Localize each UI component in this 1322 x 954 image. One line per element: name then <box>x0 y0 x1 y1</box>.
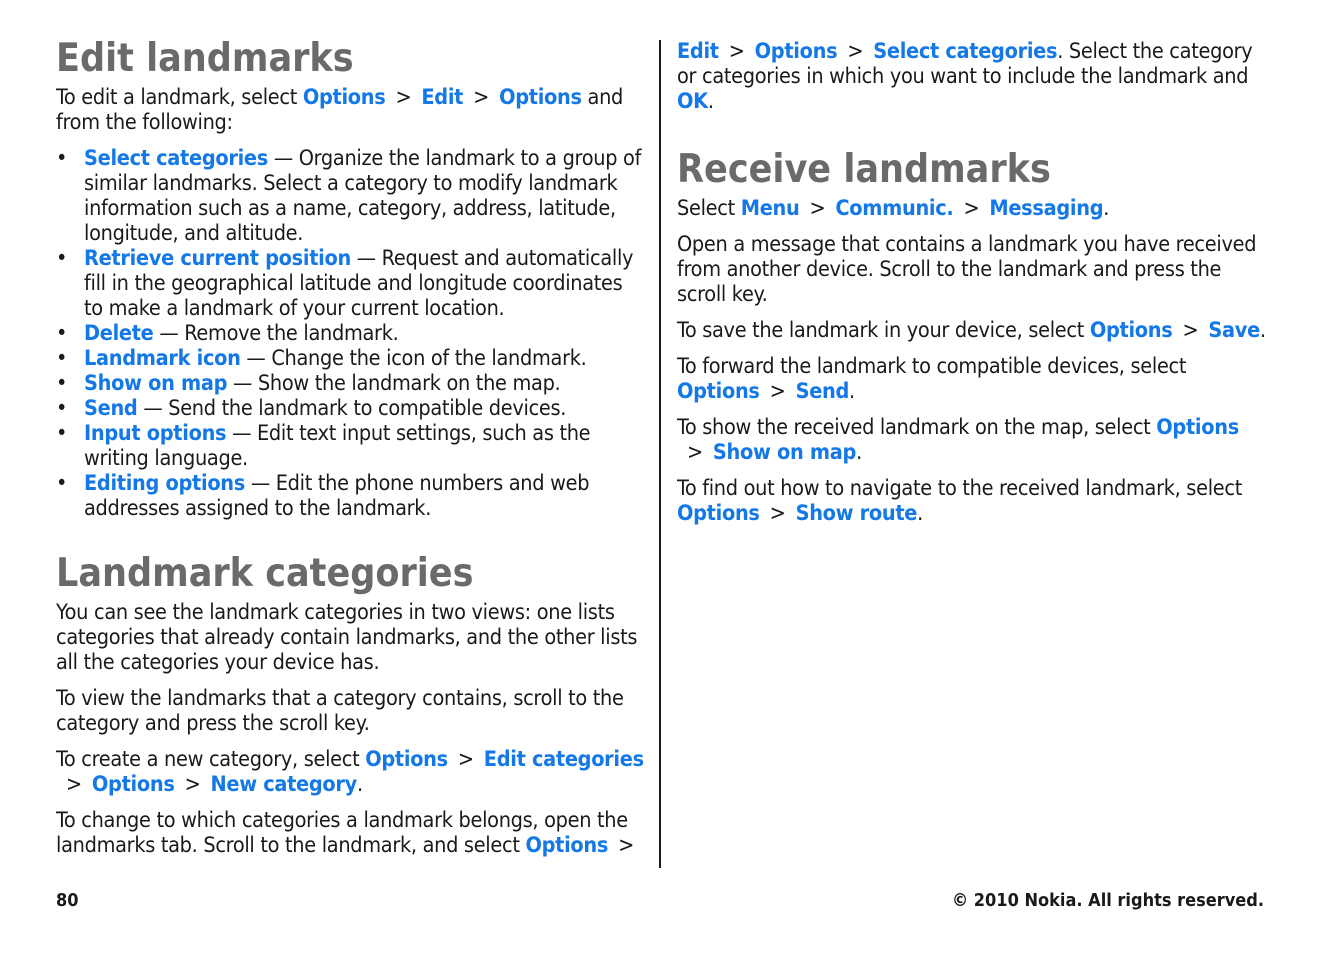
options-link[interactable]: Options <box>91 772 175 797</box>
receive-paragraph-1: Select Menu > Communic. > Messaging. <box>677 196 1110 221</box>
categories-paragraph-4-continued: Edit > Options > Select categories. Select the category or categories in which you want to include the landmark and OK. <box>677 39 1253 114</box>
options-link[interactable]: Options <box>677 379 760 404</box>
categories-paragraph-1: You can see the landmark categories in two views: one lists categories that already contain landmarks, and the other lists all the categories your device has. <box>56 600 638 675</box>
edit-categories-link[interactable]: Edit categories <box>483 747 644 772</box>
new-category-link[interactable]: New category <box>210 772 357 797</box>
options-link[interactable]: Options <box>1156 415 1239 440</box>
list-item: • Landmark icon — Change the icon of the landmark. <box>56 346 646 371</box>
options-link[interactable]: Options <box>677 501 760 526</box>
categories-paragraph-4: To change to which categories a landmark belongs, open the landmarks tab. Scroll to the landmark, and select Options > <box>56 808 635 858</box>
list-item: • Send — Send the landmark to compatible devices. <box>56 396 646 421</box>
receive-paragraph-2: Open a message that contains a landmark you have received from another device. Scroll to the landmark and press the scroll key. <box>677 232 1257 307</box>
options-link[interactable]: Options <box>365 747 448 772</box>
right-column <box>677 0 1267 537</box>
copyright-notice: © 2010 Nokia. All rights reserved. <box>951 890 1264 911</box>
edit-options-list <box>56 146 646 521</box>
receive-paragraph-5: To show the received landmark on the map, select Options> Show on map. <box>677 415 1239 465</box>
select-categories-link[interactable]: Select categories <box>873 39 1058 64</box>
landmark-categories-heading: Landmark categories <box>56 551 474 596</box>
list-item: • Retrieve current position — Request and automatically fill in the geographical latitude and longitude coordinates to make a landmark of your current location. <box>56 246 646 321</box>
options-link[interactable]: Options <box>525 833 609 858</box>
input-options-link[interactable]: Input options <box>84 421 227 446</box>
page-number: 80 <box>56 890 79 911</box>
left-column <box>56 0 646 869</box>
show-on-map-link[interactable]: Show on map <box>712 440 857 465</box>
ok-link[interactable]: OK <box>677 89 708 114</box>
show-on-map-link[interactable]: Show on map <box>84 371 228 396</box>
edit-link[interactable]: Edit <box>421 85 464 110</box>
show-route-link[interactable]: Show route <box>795 501 918 526</box>
editing-options-link[interactable]: Editing options <box>84 471 246 496</box>
delete-link[interactable]: Delete <box>84 321 154 346</box>
save-link[interactable]: Save <box>1208 318 1260 343</box>
receive-paragraph-6: To find out how to navigate to the received landmark, select Options > Show route. <box>677 476 1242 526</box>
messaging-link[interactable]: Messaging <box>989 196 1104 221</box>
list-item: • Delete — Remove the landmark. <box>56 321 646 346</box>
list-item: • Editing options — Edit the phone numbers and web addresses assigned to the landmark. <box>56 471 646 521</box>
edit-landmarks-heading: Edit landmarks <box>56 36 354 81</box>
communic-link[interactable]: Communic. <box>835 196 954 221</box>
categories-paragraph-3: To create a new category, select Options > Edit categories> Options > New category. <box>56 747 644 797</box>
send-link[interactable]: Send <box>84 396 138 421</box>
select-categories-link[interactable]: Select categories <box>84 146 268 171</box>
categories-paragraph-2: To view the landmarks that a category contains, scroll to the category and press the scroll key. <box>56 686 624 736</box>
options-link[interactable]: Options <box>754 39 838 64</box>
receive-paragraph-3: To save the landmark in your device, select Options > Save. <box>677 318 1266 343</box>
edit-intro: To edit a landmark, select Options > Edit > Options and from the following: <box>56 85 624 135</box>
column-divider <box>659 40 661 868</box>
landmark-icon-link[interactable]: Landmark icon <box>84 346 241 371</box>
options-link[interactable]: Options <box>1089 318 1173 343</box>
receive-paragraph-4: To forward the landmark to compatible devices, select Options > Send. <box>677 354 1187 404</box>
edit-link[interactable]: Edit <box>677 39 719 64</box>
list-item: • Show on map — Show the landmark on the map. <box>56 371 646 396</box>
options-link[interactable]: Options <box>499 85 582 110</box>
send-link[interactable]: Send <box>795 379 850 404</box>
list-item: • Select categories — Organize the landmark to a group of similar landmarks. Select a category to modify landmark information such as a name, category, address, latitude, longitude, and altitude. <box>56 146 646 246</box>
menu-link[interactable]: Menu <box>740 196 800 221</box>
list-item: • Input options — Edit text input settings, such as the writing language. <box>56 421 646 471</box>
options-link[interactable]: Options <box>302 85 386 110</box>
receive-landmarks-heading: Receive landmarks <box>677 147 1051 192</box>
retrieve-current-position-link[interactable]: Retrieve current position <box>84 246 351 271</box>
